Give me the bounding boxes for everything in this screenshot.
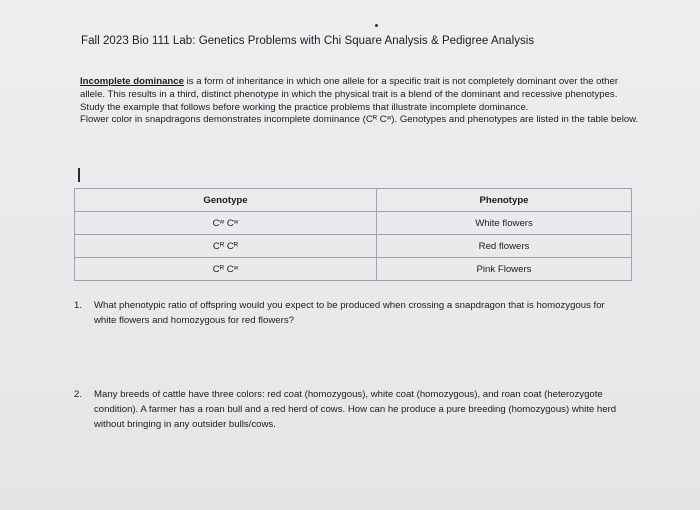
page-title: Fall 2023 Bio 111 Lab: Genetics Problems with Chi Square Analysis & Pedigree Analysis — [81, 35, 535, 47]
question-number: 2. — [74, 389, 83, 400]
genotype-cell: Cʷ Cʷ — [75, 212, 377, 235]
genotype-cell: Cᴿ Cʷ — [75, 258, 377, 281]
phenotype-cell: Pink Flowers — [377, 258, 632, 281]
intro-section — [80, 76, 640, 127]
header-phenotype: Phenotype — [377, 189, 632, 212]
genotype-phenotype-table — [74, 188, 632, 281]
genotype-cell: Cᴿ Cᴿ — [75, 235, 377, 258]
table-header-row — [75, 189, 632, 212]
phenotype-cell: Red flowers — [377, 235, 632, 258]
question-text: Many breeds of cattle have three colors: red coat (homozygous), white coat (homozygous), and roan coat (heterozygote condition). A farmer has a roan bull and a red herd of cows. How can he produce a pure breeding (homozygous) white herd without bringing in any outsider bulls/cows. — [94, 389, 617, 430]
table-row — [75, 258, 632, 281]
term-incomplete-dominance: Incomplete dominance — [80, 76, 184, 87]
text-cursor — [78, 168, 80, 182]
table-row — [75, 235, 632, 258]
definition-text: is a form of inheritance in which one allele for a specific trait is not completely dominant over the other allele. This results in a third, distinct phenotype in which the physical trait is a blend of the dominant and recessive phenotypes. Study the example that follows before working the practice problems that illustrate incomplete dominance. — [80, 76, 619, 113]
question-text: What phenotypic ratio of offspring would you expect to be produced when crossing a snapdragon that is homozygous for white flowers and homozygous for red flowers? — [94, 300, 605, 326]
question-number: 1. — [74, 300, 83, 311]
header-genotype: Genotype — [75, 189, 377, 212]
phenotype-cell: White flowers — [377, 212, 632, 235]
table-row — [75, 212, 632, 235]
stray-mark — [375, 24, 378, 27]
incomplete-dominance-paragraph — [80, 76, 640, 114]
flower-color-paragraph: Flower color in snapdragons demonstrates incomplete dominance (Cᴿ Cʷ). Genotypes and phenotypes are listed in the table below. — [80, 114, 639, 126]
